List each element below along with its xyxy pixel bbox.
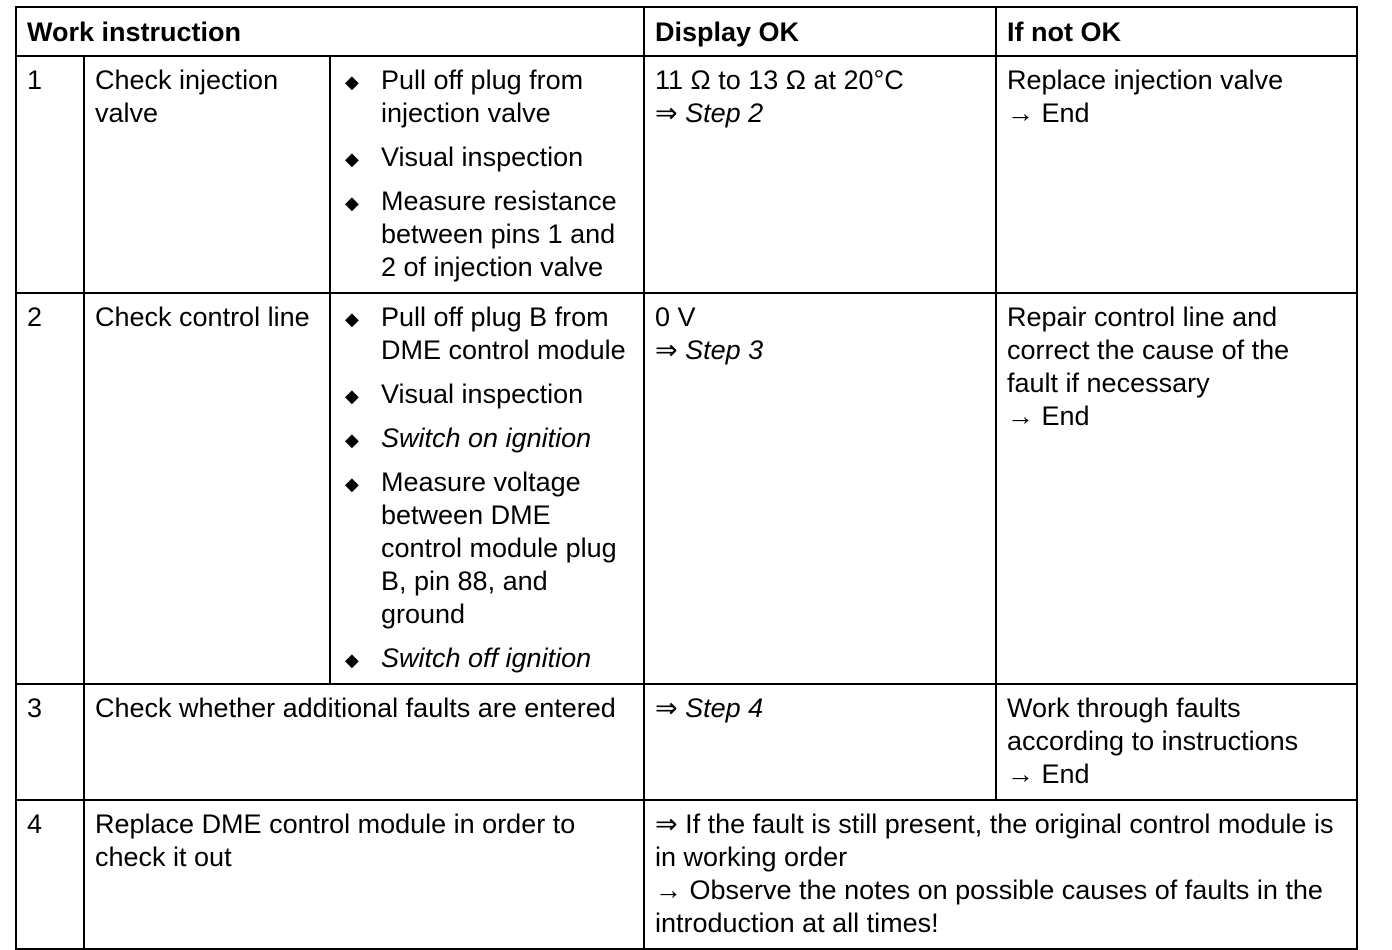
display-ok-cell bbox=[644, 56, 996, 293]
list-item: ◆ Switch on ignition bbox=[341, 422, 633, 455]
header-if-not-ok: If not OK bbox=[996, 7, 1357, 56]
step-title: Replace DME control module in order to check it out bbox=[84, 800, 644, 949]
step-title: Check whether additional faults are entered bbox=[84, 684, 644, 800]
result-observe-note: → Observe the notes on possible causes of faults in the introduction at all times! bbox=[655, 875, 1323, 938]
if-not-ok-cell bbox=[996, 56, 1357, 293]
table-row bbox=[16, 684, 1357, 800]
work-instruction-table bbox=[15, 6, 1358, 950]
list-item: ◆ Measure resistance between pins 1 and 2 of injection valve bbox=[345, 186, 617, 282]
table-header-row bbox=[16, 7, 1357, 56]
diamond-bullet-icon: ◆ bbox=[345, 386, 359, 406]
list-item: ◆ Measure voltage between DME control module plug B, pin 88, and ground bbox=[345, 467, 617, 629]
list-item: ◆ Switch off ignition bbox=[341, 642, 633, 675]
diamond-bullet-icon: ◆ bbox=[345, 309, 359, 329]
header-work-instruction: Work instruction bbox=[16, 7, 644, 56]
diamond-bullet-icon: ◆ bbox=[345, 72, 359, 92]
if-not-ok-end: → End bbox=[1007, 759, 1090, 789]
list-item: ◆ Pull off plug from injection valve bbox=[345, 65, 584, 128]
step-number: 3 bbox=[16, 684, 84, 800]
diamond-bullet-icon: ◆ bbox=[345, 650, 359, 670]
display-ok-cell bbox=[644, 684, 996, 800]
display-ok-next-step: ⇒ Step 3 bbox=[655, 335, 764, 365]
if-not-ok-cell bbox=[996, 293, 1357, 684]
if-not-ok-end: → End bbox=[1007, 98, 1090, 128]
step-number: 2 bbox=[16, 293, 84, 684]
diamond-bullet-icon: ◆ bbox=[345, 193, 359, 213]
display-ok-value: 0 V bbox=[655, 302, 696, 332]
diamond-bullet-icon: ◆ bbox=[345, 149, 359, 169]
display-ok-next-step: ⇒ Step 2 bbox=[655, 98, 764, 128]
step-actions bbox=[330, 293, 644, 684]
display-ok-value: 11 Ω to 13 Ω at 20°C bbox=[655, 65, 904, 95]
action-list bbox=[341, 301, 633, 675]
action-list bbox=[341, 64, 633, 284]
list-item: ◆ Pull off plug B from DME control module bbox=[345, 302, 626, 365]
if-not-ok-action: Repair control line and correct the cause of the fault if necessary bbox=[1007, 302, 1290, 398]
diamond-bullet-icon: ◆ bbox=[345, 430, 359, 450]
table-row bbox=[16, 800, 1357, 949]
result-cell bbox=[644, 800, 1357, 949]
if-not-ok-cell bbox=[996, 684, 1357, 800]
table-row bbox=[16, 56, 1357, 293]
if-not-ok-end: → End bbox=[1007, 401, 1090, 431]
step-title: Check control line bbox=[84, 293, 330, 684]
step-number: 1 bbox=[16, 56, 84, 293]
step-number: 4 bbox=[16, 800, 84, 949]
display-ok-next-step: ⇒ Step 4 bbox=[655, 693, 764, 723]
if-not-ok-action: Replace injection valve bbox=[1007, 65, 1284, 95]
result-note: ⇒ If the fault is still present, the original control module is in working order bbox=[655, 809, 1334, 872]
table-row bbox=[16, 293, 1357, 684]
if-not-ok-action: Work through faults according to instructions bbox=[1007, 693, 1299, 756]
display-ok-cell bbox=[644, 293, 996, 684]
step-actions bbox=[330, 56, 644, 293]
header-display-ok: Display OK bbox=[644, 7, 996, 56]
list-item: ◆ Visual inspection bbox=[341, 378, 633, 411]
step-title: Check injection valve bbox=[84, 56, 330, 293]
list-item: ◆ Visual inspection bbox=[341, 141, 633, 174]
diamond-bullet-icon: ◆ bbox=[345, 474, 359, 494]
